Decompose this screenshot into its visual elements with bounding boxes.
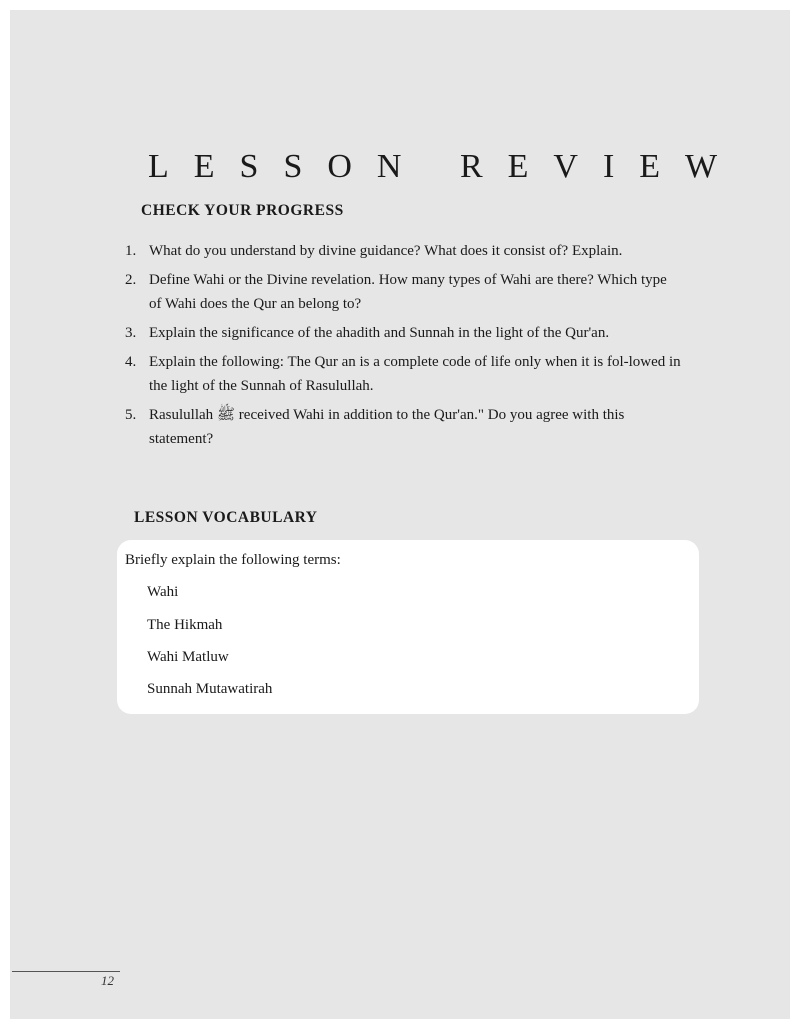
question-number: 2. [125, 272, 137, 288]
question-number: 5. [125, 407, 137, 423]
page-number: 12 [101, 973, 114, 988]
question-item [122, 350, 682, 398]
question-item [122, 321, 682, 345]
question-item [122, 239, 682, 263]
question-text: Define Wahi or the Divine revelation. How many types of Wahi are there? Which type of Wahi does the Qur an belong to? [149, 272, 667, 312]
check-progress-heading: CHECK YOUR PROGRESS [141, 202, 344, 219]
page [10, 10, 790, 1019]
question-number: 4. [125, 354, 137, 370]
lesson-vocabulary-heading: LESSON VOCABULARY [134, 509, 318, 526]
vocabulary-term: Sunnah Mutawatirah [147, 681, 273, 697]
vocabulary-box [117, 540, 699, 714]
vocabulary-term: Wahi Matluw [147, 649, 229, 665]
question-text: Rasulullah ﷺ received Wahi in addition to the Qur'an." Do you agree with this statement? [149, 407, 625, 447]
question-list [122, 239, 682, 456]
vocabulary-term: The Hikmah [147, 617, 223, 633]
vocabulary-term: Wahi [147, 584, 179, 600]
vocabulary-intro: Briefly explain the following terms: [125, 552, 341, 568]
question-number: 1. [125, 243, 137, 259]
question-number: 3. [125, 325, 137, 341]
footer-rule [12, 971, 120, 972]
question-item [122, 403, 682, 451]
question-item [122, 268, 682, 316]
question-text: What do you understand by divine guidance? What does it consist of? Explain. [149, 243, 623, 259]
question-text: Explain the following: The Qur an is a complete code of life only when it is fol-lowed in the light of the Sunnah of Rasulullah. [149, 354, 681, 394]
page-title: LESSON REVIEW [148, 148, 743, 185]
question-text: Explain the significance of the ahadith and Sunnah in the light of the Qur'an. [149, 325, 610, 341]
